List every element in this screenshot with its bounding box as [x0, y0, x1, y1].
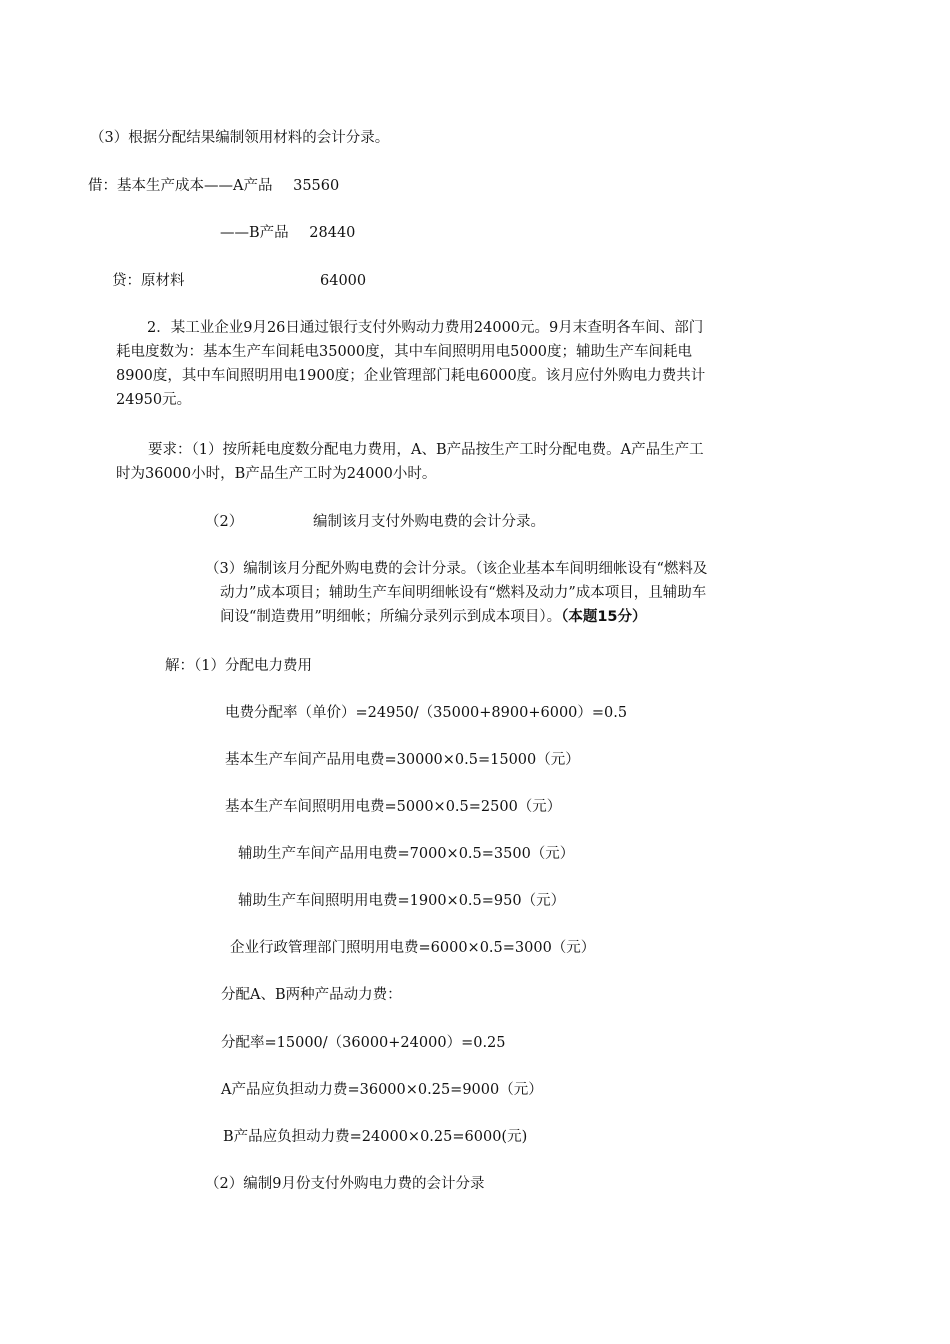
debit-b-label: ——B产品 — [220, 225, 289, 241]
requirement3-line: （3）编制该月分配外购电费的会计分录。（该企业基本车间明细帐设有“燃料及 — [205, 561, 708, 577]
part2-heading: （2）编制9月份支付外购电力费的会计分录 — [205, 1176, 485, 1192]
question2-line: 2．某工业企业9月26日通过银行支付外购动力费用24000元。9月末查明各车间、部门 — [147, 320, 704, 336]
allocation-rate: 分配率=15000/（36000+24000）=0.25 — [221, 1035, 506, 1051]
requirement3-line: 动力”成本项目；辅助生产车间明细帐设有“燃料及动力”成本项目，且辅助车 — [220, 585, 707, 601]
debit-label: 借：基本生产成本——A产品 — [88, 178, 273, 194]
debit-b-amount: 28440 — [309, 225, 356, 241]
admin-light-cost: 企业行政管理部门照明用电费=6000×0.5=3000（元） — [230, 940, 596, 956]
requirement2 — [205, 511, 545, 533]
product-a-cost: A产品应负担动力费=36000×0.25=9000（元） — [221, 1082, 543, 1098]
basic-light-cost: 基本生产车间照明用电费=5000×0.5=2500（元） — [225, 799, 562, 815]
product-b-cost: B产品应负担动力费=24000×0.25=6000(元) — [223, 1129, 528, 1145]
electricity-rate: 电费分配率（单价）=24950/（35000+8900+6000）=0.5 — [225, 705, 628, 721]
credit-amount: 64000 — [320, 273, 367, 289]
requirement1-paragraph — [0, 438, 704, 486]
question2-line: 24950元。 — [116, 392, 192, 408]
question2-line: 耗电度数为：基本生产车间耗电35000度，其中车间照明用电5000度；辅助生产车间耗电 — [116, 344, 693, 360]
allocation-heading: 分配A、B两种产品动力费： — [221, 987, 402, 1003]
aux-product-cost: 辅助生产车间产品用电费=7000×0.5=3500（元） — [238, 846, 575, 862]
requirement3-text: 间设“制造费用”明细帐；所编分录列示到成本项目）。 — [220, 609, 562, 625]
part3-heading: （3）根据分配结果编制领用材料的会计分录。 — [90, 130, 390, 146]
debit-a-amount: 35560 — [293, 178, 340, 194]
credit-label: 贷：原材料 — [112, 273, 185, 289]
question2-paragraph — [0, 316, 705, 412]
aux-light-cost: 辅助生产车间照明用电费=1900×0.5=950（元） — [238, 893, 566, 909]
score-note: （本题15分） — [561, 609, 647, 625]
requirement3-paragraph — [0, 557, 707, 629]
solution-heading: 解：（1）分配电力费用 — [165, 658, 312, 674]
requirement1-line: 要求：（1）按所耗电度数分配电力费用，A、B产品按生产工时分配电费。A产品生产工 — [148, 442, 704, 458]
basic-product-cost: 基本生产车间产品用电费=30000×0.5=15000（元） — [225, 752, 580, 768]
debit-entry-b — [220, 222, 355, 244]
requirement3-line — [0, 605, 707, 629]
requirement2-text: 编制该月支付外购电费的会计分录。 — [313, 514, 545, 530]
question2-line: 8900度，其中车间照明用电1900度；企业管理部门耗电6000度。该月应付外购电力费共计 — [116, 368, 706, 384]
requirement1-line: 时为36000小时，B产品生产工时为24000小时。 — [116, 466, 437, 482]
credit-entry — [112, 270, 367, 292]
requirement2-number: （2） — [205, 514, 244, 530]
debit-entry-a — [88, 175, 339, 197]
